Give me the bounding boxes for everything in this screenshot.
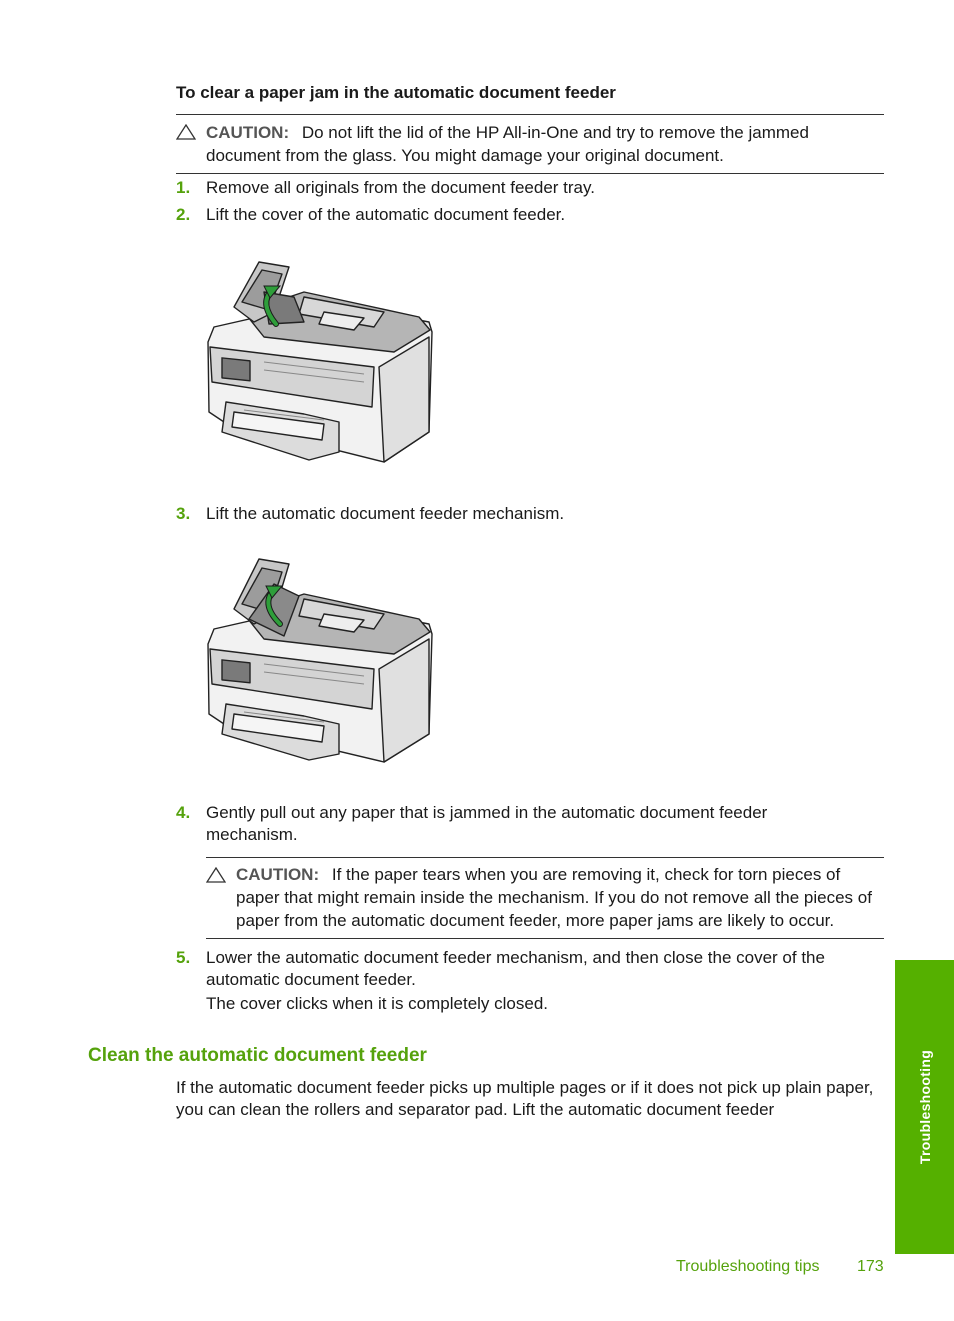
side-tab	[895, 960, 954, 1254]
caution-text-1	[206, 121, 884, 167]
side-tab-label: Troubleshooting	[916, 1049, 933, 1165]
section-paragraph: If the automatic document feeder picks up multiple pages or if it does not pick up plain paper, you can clean the rollers and separator pad. Lift the automatic document feeder	[176, 1078, 874, 1119]
caution-body-1: Do not lift the lid of the HP All-in-One and try to remove the jammed document from the glass. You might damage your original document.	[206, 123, 809, 165]
step-number: 2.	[176, 205, 191, 224]
caution-body-2: If the paper tears when you are removing it, check for torn pieces of paper that might remain inside the mechanism. If you do not remove all the pieces of paper from the automatic document feeder, more paper jams are likely to occur.	[236, 865, 872, 930]
step-text: Remove all originals from the document feeder tray.	[206, 178, 595, 197]
printer-illustration-cover-lifted	[204, 252, 436, 467]
caution-label-1: CAUTION:	[206, 123, 290, 142]
caution-triangle-icon	[206, 867, 226, 883]
caution-label-2: CAUTION:	[236, 865, 320, 884]
caution-box-1	[176, 114, 884, 174]
printer-illustration-mechanism-lifted	[204, 554, 436, 766]
caution-text-2	[236, 863, 886, 932]
step-number: 4.	[176, 803, 191, 822]
step-number: 3.	[176, 504, 191, 523]
step-text: Lift the automatic document feeder mechanism.	[206, 504, 565, 523]
step-text: Gently pull out any paper that is jammed in the automatic document feeder mechanism.	[206, 803, 768, 844]
caution-triangle-icon	[176, 124, 196, 140]
step-number: 5.	[176, 948, 191, 967]
section-heading: Clean the automatic document feeder	[88, 1045, 427, 1066]
step-5-note: The cover clicks when it is completely closed.	[206, 994, 549, 1013]
page-number: 173	[857, 1258, 884, 1275]
step-text: Lower the automatic document feeder mechanism, and then close the cover of the automatic document feeder.	[206, 948, 825, 989]
procedure-title: To clear a paper jam in the automatic document feeder	[176, 83, 616, 102]
footer-section-name: Troubleshooting tips	[676, 1258, 820, 1275]
caution-box-2	[206, 857, 884, 939]
step-text: Lift the cover of the automatic document feeder.	[206, 205, 566, 224]
step-number: 1.	[176, 178, 191, 197]
